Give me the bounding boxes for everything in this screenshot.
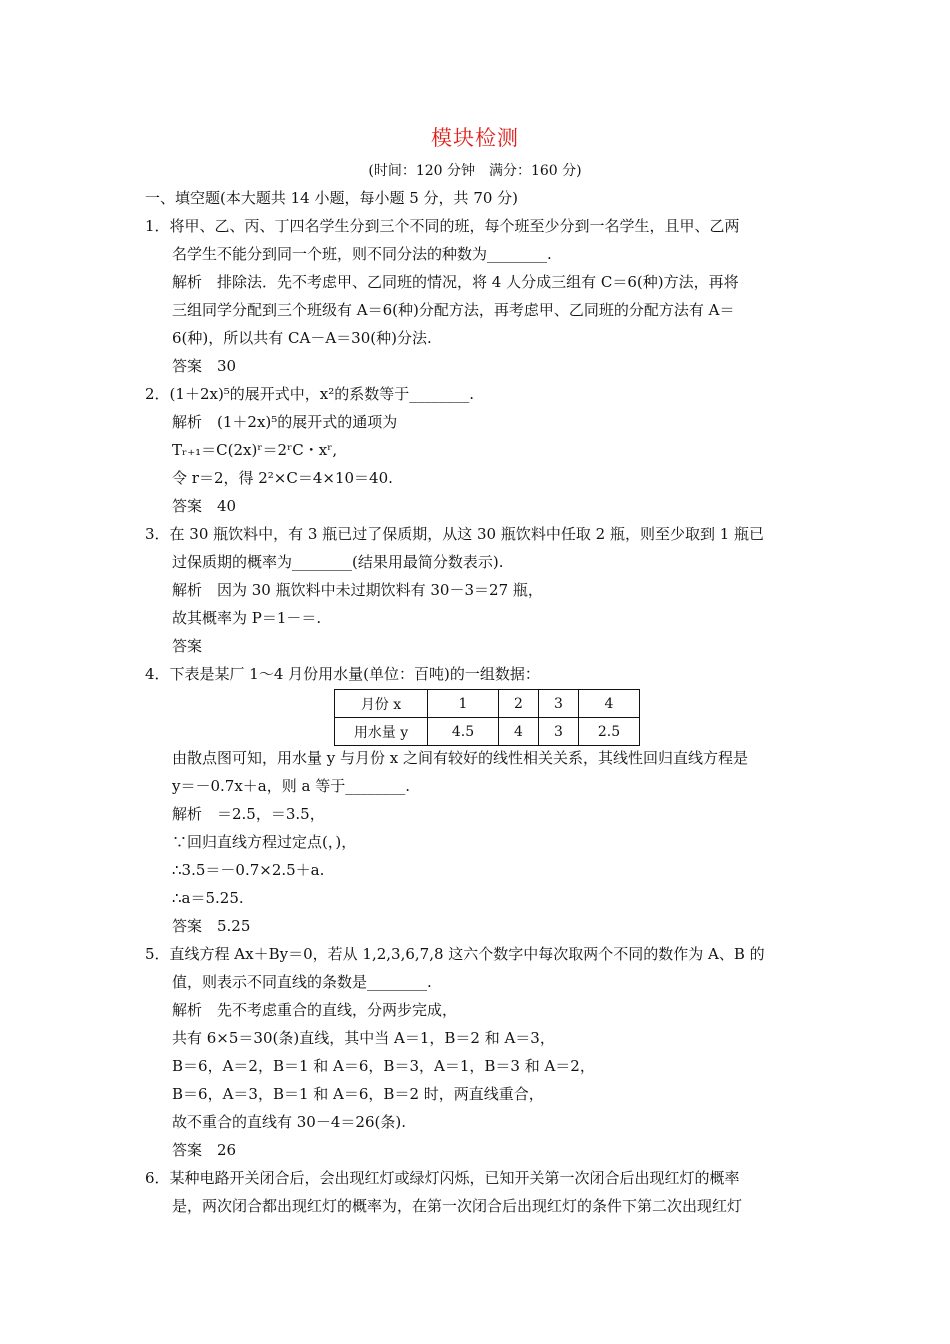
question-3-solution-1: 解析 因为 30 瓶饮料中未过期饮料有 30－3＝27 瓶， (172, 581, 543, 599)
question-5-solution-5: 故不重合的直线有 30－4＝26(条). (172, 1113, 406, 1131)
question-6-line-2: 是，两次闭合都出现红灯的概率为，在第一次闭合后出现红灯的条件下第二次出现红灯 (172, 1197, 743, 1215)
table-row (335, 690, 640, 718)
question-1-line-1: 1．将甲、乙、丙、丁四名学生分到三个不同的班，每个班至少分到一名学生，且甲、乙两 (145, 217, 740, 235)
question-4-solution-3: ∴3.5＝－0.7×2.5＋a. (172, 861, 325, 879)
question-3-solution-2: 故其概率为 P＝1－＝. (172, 609, 322, 627)
question-5-solution-2: 共有 6×5＝30(条)直线，其中当 A＝1，B＝2 和 A＝3， (172, 1029, 555, 1047)
table-cell: 2 (499, 690, 539, 718)
question-3-line-1: 3．在 30 瓶饮料中，有 3 瓶已过了保质期，从这 30 瓶饮料中任取 2 瓶，则至少取到 1 瓶已 (145, 525, 765, 543)
question-2-solution-3: 令 r＝2，得 2²×C＝4×10＝40. (172, 469, 393, 487)
table-cell: 月份 x (335, 690, 428, 718)
question-2-solution-1: 解析 (1＋2x)⁵的展开式的通项为 (172, 413, 398, 431)
question-4-solution-2: ∵回归直线方程过定点(，)， (172, 833, 357, 851)
question-2-answer: 答案 40 (172, 497, 237, 515)
question-1-solution-3: 6(种)，所以共有 CA－A＝30(种)分法. (172, 329, 432, 347)
question-2-line-1: 2．(1＋2x)⁵的展开式中，x²的系数等于________. (145, 385, 475, 403)
question-1-line-2: 名学生不能分到同一个班，则不同分法的种数为________. (172, 245, 552, 263)
page-title: 模块检测 (431, 126, 519, 150)
exam-info: (时间：120 分钟 满分：160 分) (368, 163, 582, 179)
question-1-solution-2: 三组同学分配到三个班级有 A＝6(种)分配方法，再考虑甲、乙同班的分配方法有 A＝ (172, 301, 735, 319)
table-cell: 4.5 (428, 718, 499, 746)
table-cell: 4 (499, 718, 539, 746)
table-cell: 1 (428, 690, 499, 718)
question-3-answer: 答案 (172, 637, 203, 655)
question-4-line-1: 4．下表是某厂 1～4 月份用水量(单位：百吨)的一组数据： (145, 665, 540, 683)
question-5-line-1: 5．直线方程 Ax＋By＝0，若从 1,2,3,6,7,8 这六个数字中每次取两个不同的数作为 A、B 的 (145, 945, 765, 963)
question-4-line-2: 由散点图可知，用水量 y 与月份 x 之间有较好的线性相关关系，其线性回归直线方程是 (172, 749, 749, 767)
question-4-solution-1: 解析 ＝2.5，＝3.5， (172, 805, 325, 823)
question-5-solution-1: 解析 先不考虑重合的直线，分两步完成， (172, 1001, 458, 1019)
question-4-solution-4: ∴a＝5.25. (172, 889, 244, 907)
question-4-line-3: y＝－0.7x＋a，则 a 等于________. (172, 777, 410, 795)
table-cell: 用水量 y (335, 718, 428, 746)
water-usage-table (334, 689, 640, 746)
question-5-solution-3: B＝6，A＝2，B＝1 和 A＝6，B＝3，A＝1，B＝3 和 A＝2， (172, 1057, 595, 1075)
section-heading: 一、填空题(本大题共 14 小题，每小题 5 分，共 70 分) (145, 189, 519, 207)
question-1-answer: 答案 30 (172, 357, 237, 375)
question-4-answer: 答案 5.25 (172, 917, 251, 935)
question-1-solution-1: 解析 排除法．先不考虑甲、乙同班的情况，将 4 人分成三组有 C＝6(种)方法，再将 (172, 273, 739, 291)
question-5-solution-4: B＝6，A＝3，B＝1 和 A＝6，B＝2 时，两直线重合， (172, 1085, 544, 1103)
question-2-solution-2: Tᵣ₊₁＝C(2x)ʳ＝2ʳC・xʳ, (172, 441, 338, 459)
question-5-answer: 答案 26 (172, 1141, 237, 1159)
table-row (335, 718, 640, 746)
table-cell: 2.5 (579, 718, 640, 746)
table-cell: 4 (579, 690, 640, 718)
question-6-line-1: 6．某种电路开关闭合后，会出现红灯或绿灯闪烁，已知开关第一次闭合后出现红灯的概率 (145, 1169, 740, 1187)
question-5-line-2: 值，则表示不同直线的条数是________. (172, 973, 432, 991)
question-3-line-2: 过保质期的概率为________(结果用最简分数表示). (172, 553, 504, 571)
table-cell: 3 (539, 718, 579, 746)
table-cell: 3 (539, 690, 579, 718)
